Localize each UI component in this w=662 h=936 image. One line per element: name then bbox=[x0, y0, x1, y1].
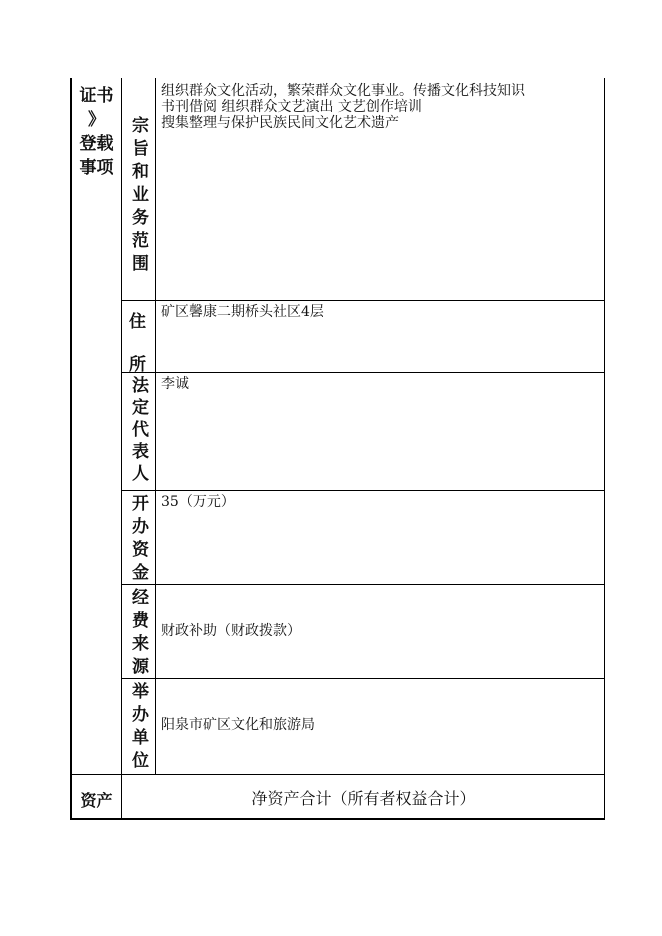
row-divider bbox=[121, 372, 605, 373]
table-border-left bbox=[70, 78, 72, 820]
value-legal-representative: 李诚 bbox=[161, 376, 189, 392]
row-divider bbox=[121, 584, 605, 585]
row-divider bbox=[121, 678, 605, 679]
section-label-line: 》 bbox=[88, 110, 105, 130]
label-address-char: 所 bbox=[129, 355, 146, 375]
section-label bbox=[72, 84, 121, 180]
row-divider-assets bbox=[70, 774, 605, 775]
label-address-char: 住 bbox=[129, 312, 146, 332]
label-legal-representative: 法定代表人 bbox=[128, 376, 148, 486]
row-divider bbox=[121, 300, 605, 301]
section-label-line: 证书 bbox=[79, 86, 114, 106]
label-sponsor: 举办单位 bbox=[128, 682, 148, 774]
value-registered-capital: 35（万元） bbox=[161, 494, 235, 510]
section-label-line: 事项 bbox=[79, 158, 114, 178]
value-sponsor: 阳泉市矿区文化和旅游局 bbox=[161, 717, 315, 733]
table-border-bottom bbox=[70, 818, 605, 820]
value-net-assets: 净资产合计（所有者权益合计） bbox=[251, 789, 476, 808]
table-divider-col1 bbox=[121, 78, 122, 820]
label-registered-capital: 开办资金 bbox=[128, 494, 148, 586]
label-funding-source: 经费来源 bbox=[128, 588, 148, 680]
table-divider-col2 bbox=[155, 78, 156, 774]
value-address: 矿区馨康二期桥头社区4层 bbox=[161, 304, 324, 320]
registration-table bbox=[70, 78, 605, 820]
value-purpose-scope: 组织群众文化活动，繁荣群众文化事业。传播文化科技知识 书刊借阅 组织群众文艺演出 文艺创作培训 搜集整理与保护民族民间文化艺术遗产 bbox=[161, 83, 525, 131]
label-purpose-scope: 宗旨和业务范围 bbox=[128, 116, 148, 277]
table-border-right bbox=[604, 78, 605, 820]
row-divider bbox=[121, 490, 605, 491]
label-address bbox=[121, 304, 155, 375]
label-assets: 资产 bbox=[80, 791, 113, 810]
value-funding-source: 财政补助（财政拨款） bbox=[161, 623, 301, 639]
section-label-line: 登载 bbox=[79, 134, 114, 154]
